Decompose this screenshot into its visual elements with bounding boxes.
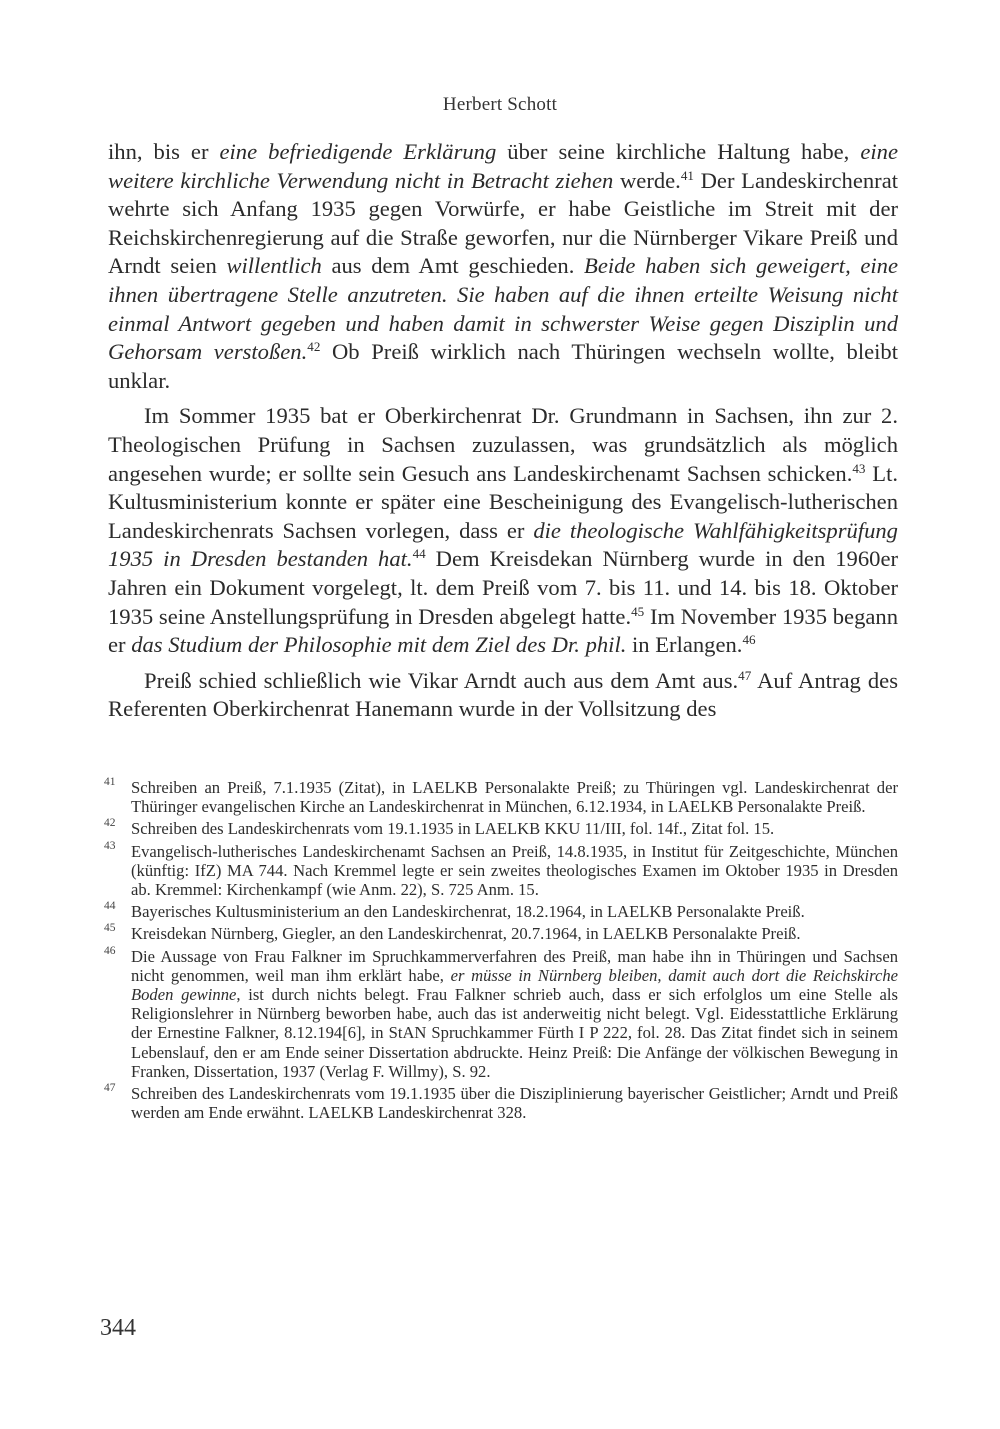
footnote: [104, 817, 898, 839]
text-run: Ob Preiß wirklich nach Thüringen wechseln wollte, bleibt unklar.: [108, 339, 898, 393]
footnote-number: 43: [104, 839, 116, 852]
footnote-reference: 47: [738, 667, 752, 683]
footnote-text: [131, 819, 774, 838]
footnote-reference: 45: [631, 603, 645, 619]
footnote-text: [131, 924, 801, 943]
paragraph: [108, 667, 898, 724]
text-run: Der Landeskirchenrat wehrte sich Anfang 1935 gegen Vorwürfe, er habe Geistliche im Streit mit der Reichskirchenregierung auf die Straße geworfen, nur die Nürnberger Vikare Preiß und Arndt seien: [108, 167, 898, 279]
footnote: [104, 1082, 898, 1123]
running-head: Herbert Schott: [442, 94, 558, 115]
footnote-text: [131, 778, 898, 816]
footnote: [104, 839, 898, 900]
footnotes: [104, 776, 898, 1125]
footnote-reference: 46: [742, 631, 756, 647]
text-run: , ist durch nichts belegt. Frau Falkner schrieb auch, dass er sich erfolglos um eine Stelle als Religionslehrer in Nürnberg beworben habe, auch das ist anderweitig nicht belegt. Vgl. Eidesstattliche Erklärung der Ernestine Falkner, 8.12.194[6], in StAN Spruchkammer Fürth I P 222, fol. 28. Das Zitat findet sich in seinem Lebenslauf, den er am Ende seiner Dissertation abdruckte. Heinz Preiß: Die Anfänge der völkischen Bewegung in Franken, Dissertation, 1937 (Verlag F. Willmy), S. 92.: [131, 985, 898, 1081]
text-run: über seine kirchliche Haltung habe,: [496, 139, 861, 164]
text-run: Lt. Kultusministerium konnte er später eine Bescheinigung des Evangelisch-lutherischen Landeskirchenrats Sachsen vorlegen, dass er: [108, 460, 898, 543]
italic-text: willentlich: [226, 253, 322, 279]
text-run: Bayerisches Kultusministerium an den Landeskirchenrat, 18.2.1964, in LAELKB Personalakte Preiß.: [131, 902, 805, 922]
italic-text: Beide haben sich geweigert, eine ihnen übertragene Stelle anzutreten. Sie haben auf die ihnen erteilte Weisung nicht einmal Antwort gegeben und haben damit in schwerster Weise gegen Disziplin und Gehorsam verstoßen.: [108, 253, 899, 365]
footnote: [104, 922, 898, 944]
text-run: Auf Antrag des Referenten Oberkirchenrat Hanemann wurde in der Vollsitzung des: [108, 667, 898, 722]
footnote-number: 44: [104, 900, 116, 913]
footnote: [104, 944, 898, 1081]
body-text: [108, 138, 898, 724]
footnote-number: 42: [104, 817, 116, 830]
text-run: Im Sommer 1935 bat er Oberkirchenrat Dr. Grundmann in Sachsen, ihn zur 2. Theologischen Prüfung in Sachsen zuzulassen, was grundsätzlich als möglich angesehen wurde; er sollte sein Gesuch ans Landeskirchenamt Sachsen schicken.: [108, 403, 898, 486]
footnote-reference: 44: [412, 546, 426, 562]
footnote-reference: 41: [680, 167, 694, 183]
footnote-reference: 43: [852, 460, 866, 476]
footnote-number: 46: [104, 944, 116, 957]
text-run: Die Aussage von Frau Falkner im Spruchkammerverfahren des Preiß, man habe ihn in Thüringen und Sachsen nicht genommen, weil man ihm erklärt habe,: [131, 946, 898, 985]
footnote-number: 47: [104, 1082, 116, 1095]
paragraph: [108, 138, 898, 395]
footnote-number: 45: [104, 922, 116, 935]
text-run: Preiß schied schließlich wie Vikar Arndt auch aus dem Amt aus.: [144, 667, 739, 693]
footnote-number: 41: [104, 776, 116, 788]
text-run: werde.: [613, 167, 681, 193]
text-run: aus dem Amt geschieden.: [321, 253, 585, 279]
text-run: Dem Kreisdekan Nürnberg wurde in den 1960er Jahren ein Dokument vorgelegt, lt. dem Preiß vom 7. bis 11. und 14. bis 18. Oktober 1935 seine Anstellungsprüfung in Dresden abgelegt hatte.: [108, 546, 898, 629]
text-run: Schreiben des Landeskirchenrats vom 19.1.1935 in LAELKB KKU 11/III, fol. 14f., Zitat fol. 15.: [131, 819, 775, 839]
footnote-text: [131, 842, 898, 899]
text-run: Im November 1935 begann er: [108, 603, 898, 658]
footnote-text: [131, 902, 805, 921]
footnote-text: [131, 1084, 898, 1122]
italic-text: eine befriedigende Erklärung: [219, 139, 497, 164]
text-run: Kreisdekan Nürnberg, Giegler, an den Landeskirchenrat, 20.7.1964, in LAELKB Personalakte Preiß.: [131, 924, 801, 944]
italic-text: das Studium der Philosophie mit dem Ziel des Dr. phil.: [131, 632, 627, 658]
footnote: [104, 900, 898, 922]
italic-text: die theologische Wahlfähigkeitsprüfung 1935 in Dresden bestanden hat.: [108, 517, 898, 572]
italic-text: er müsse in Nürnberg bleiben, damit auch dort die Reichskirche Boden gewinne: [131, 965, 898, 1005]
italic-text: eine weitere kirchliche Verwendung nicht in Betracht ziehen: [108, 139, 898, 193]
text-run: in Erlangen.: [626, 632, 743, 658]
text-run: Schreiben des Landeskirchenrats vom 19.1.1935 über die Disziplinierung bayerischer Geistlicher; Arndt und Preiß werden am Ende erwähnt. LAELKB Landeskirchenrat 328.: [131, 1084, 898, 1123]
text-run: Evangelisch-lutherisches Landeskirchenamt Sachsen an Preiß, 14.8.1935, in Institut für Zeitgeschichte, München (künftig: IfZ) MA 744. Nach Kremmel legte er sein zweites theologisches Examen im Oktober 1935 in Dresden ab. Kremmel: Kirchenkampf (wie Anm. 22), S. 725 Anm. 15.: [131, 841, 898, 900]
page-number: 344: [100, 1315, 136, 1341]
footnote: [104, 776, 898, 817]
footnote-text: [131, 947, 898, 1081]
paragraph: [108, 402, 898, 659]
text-run: ihn, bis er: [108, 139, 220, 164]
text-run: Schreiben an Preiß, 7.1.1935 (Zitat), in LAELKB Personalakte Preiß; zu Thüringen vgl. Landeskirchenrat der Thüringer evangelischen Kirche an Landeskirchenrat in München, 6.12.1934, in LAELKB Personalakte Preiß.: [131, 778, 898, 817]
footnote-reference: 42: [307, 339, 321, 355]
